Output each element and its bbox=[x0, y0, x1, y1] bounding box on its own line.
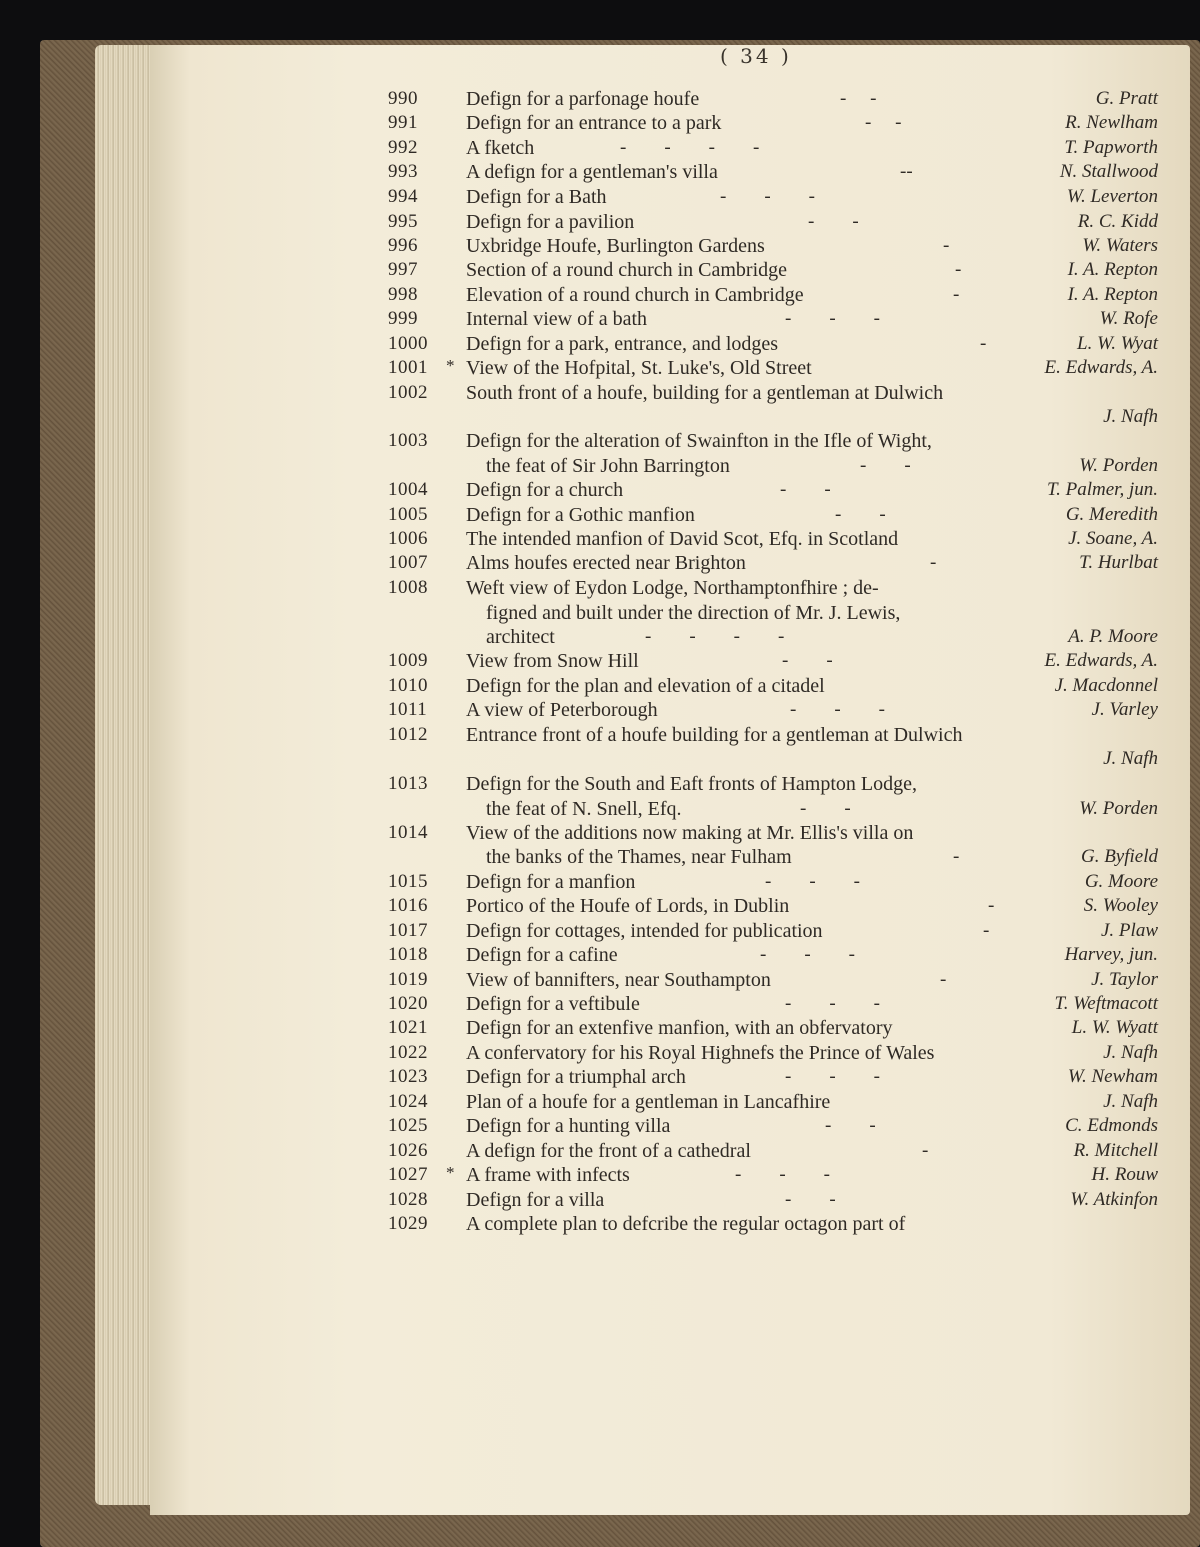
catalogue-entry bbox=[0, 453, 1200, 479]
catalogue-entry bbox=[0, 1040, 1200, 1066]
entry-leader-dashes: - - bbox=[825, 1115, 876, 1136]
catalogue-entry bbox=[0, 526, 1200, 552]
entry-artist: N. Stallwood bbox=[1059, 161, 1158, 182]
entry-title: Defign for the South and Eaft fronts of Hampton Lodge, bbox=[466, 773, 918, 795]
entry-leader-dashes: - - bbox=[840, 88, 877, 109]
catalogue-entry bbox=[0, 869, 1200, 895]
entry-title: A defign for a gentleman's villa bbox=[466, 161, 718, 183]
entry-title: A complete plan to defcribe the regular octagon part of bbox=[466, 1213, 906, 1235]
entry-number: 1015 bbox=[388, 871, 428, 892]
entry-number: 1004 bbox=[388, 479, 428, 500]
entry-number: 1008 bbox=[388, 577, 428, 598]
entry-leader-dashes: - - - bbox=[735, 1164, 830, 1185]
entry-title: Defign for an extenfive manfion, with an obfervatory bbox=[466, 1017, 893, 1039]
entry-artist: R. Newlham bbox=[1065, 112, 1158, 133]
entry-artist: A. P. Moore bbox=[1068, 626, 1158, 647]
catalogue-entry bbox=[0, 306, 1200, 332]
entry-number: 1009 bbox=[388, 650, 428, 671]
entry-leader-dashes: - bbox=[940, 969, 947, 990]
catalogue-entry bbox=[0, 746, 1200, 772]
entry-title: View of the Hofpital, St. Luke's, Old Street bbox=[466, 357, 812, 379]
entry-title: Defign for a parfonage houfe bbox=[466, 88, 700, 110]
catalogue-entry bbox=[0, 428, 1200, 454]
entry-title: A frame with infects bbox=[466, 1164, 630, 1186]
entry-artist: R. Mitchell bbox=[1073, 1140, 1158, 1161]
entry-leader-dashes: - - - bbox=[790, 699, 885, 720]
entry-title: Elevation of a round church in Cambridge bbox=[466, 284, 804, 306]
entry-leader-dashes: - - - bbox=[720, 186, 815, 207]
catalogue-entry bbox=[0, 404, 1200, 430]
entry-artist: W. Rofe bbox=[1099, 308, 1158, 329]
entry-number: 1000 bbox=[388, 333, 428, 354]
entry-title: The intended manfion of David Scot, Efq. in Scotland bbox=[466, 528, 899, 550]
entry-title: A view of Peterborough bbox=[466, 699, 658, 721]
entry-number: 1019 bbox=[388, 969, 428, 990]
entry-title: Defign for a manfion bbox=[466, 871, 636, 893]
entry-artist: Harvey, jun. bbox=[1064, 944, 1158, 965]
catalogue-entry bbox=[0, 477, 1200, 503]
entry-artist: G. Moore bbox=[1084, 871, 1158, 892]
entry-leader-dashes: - - bbox=[800, 798, 851, 819]
entry-number: 996 bbox=[388, 235, 418, 256]
entry-artist: W. Leverton bbox=[1066, 186, 1158, 207]
catalogue-entry bbox=[0, 1162, 1200, 1188]
entry-title: Defign for a hunting villa bbox=[466, 1115, 671, 1137]
entry-artist: G. Byfield bbox=[1080, 846, 1158, 867]
entry-leader-dashes: - - - bbox=[760, 944, 855, 965]
entry-title: South front of a houfe, building for a gentleman at Dulwich bbox=[466, 382, 944, 404]
entry-artist: J. Nafh bbox=[1103, 1091, 1158, 1112]
entry-title: Defign for an entrance to a park bbox=[466, 112, 722, 134]
entry-leader-dashes: - - - bbox=[765, 871, 860, 892]
entry-artist: J. Plaw bbox=[1101, 920, 1158, 941]
entry-artist: J. Nafh bbox=[1103, 406, 1158, 427]
entry-number: 1029 bbox=[388, 1213, 428, 1234]
entry-title: the feat of Sir John Barrington bbox=[486, 455, 730, 477]
catalogue-entry bbox=[0, 771, 1200, 797]
catalogue-entry bbox=[0, 893, 1200, 919]
entry-artist: T. Palmer, jun. bbox=[1046, 479, 1158, 500]
entry-artist: L. W. Wyatt bbox=[1071, 1017, 1158, 1038]
entry-leader-dashes: - bbox=[953, 284, 960, 305]
entry-leader-dashes: - - - - bbox=[645, 626, 785, 647]
catalogue-entry bbox=[0, 1113, 1200, 1139]
entry-artist: W. Newham bbox=[1067, 1066, 1158, 1087]
entry-number: 1010 bbox=[388, 675, 428, 696]
entry-title: the banks of the Thames, near Fulham bbox=[486, 846, 792, 868]
entry-leader-dashes: - - bbox=[785, 1189, 836, 1210]
entry-number: 1017 bbox=[388, 920, 428, 941]
catalogue-entry bbox=[0, 1138, 1200, 1164]
entry-title: Defign for the plan and elevation of a citadel bbox=[466, 675, 825, 697]
entry-artist: E. Edwards, A. bbox=[1044, 357, 1158, 378]
catalogue-entry bbox=[0, 110, 1200, 136]
catalogue-entry bbox=[0, 796, 1200, 822]
entry-number: 1018 bbox=[388, 944, 428, 965]
entry-artist: W. Porden bbox=[1079, 798, 1158, 819]
entry-leader-dashes: - - bbox=[782, 650, 833, 671]
catalogue-entry bbox=[0, 1211, 1200, 1237]
catalogue-entry bbox=[0, 86, 1200, 112]
entry-number: 1013 bbox=[388, 773, 428, 794]
entry-leader-dashes: - - bbox=[780, 479, 831, 500]
catalogue-entry bbox=[0, 550, 1200, 576]
entry-leader-dashes: - bbox=[930, 552, 937, 573]
entry-number: 991 bbox=[388, 112, 418, 133]
entry-number: 1006 bbox=[388, 528, 428, 549]
entry-title: Alms houfes erected near Brighton bbox=[466, 552, 746, 574]
entry-title: A defign for the front of a cathedral bbox=[466, 1140, 751, 1162]
entry-leader-dashes: - bbox=[922, 1140, 929, 1161]
entry-title: A confervatory for his Royal Highnefs the Prince of Wales bbox=[466, 1042, 935, 1064]
entry-title: figned and built under the direction of Mr. J. Lewis, bbox=[486, 602, 901, 624]
entry-title: Defign for the alteration of Swainfton in the Ifle of Wight, bbox=[466, 430, 932, 452]
entry-number: 1007 bbox=[388, 552, 428, 573]
catalogue-entry bbox=[0, 1015, 1200, 1041]
entry-artist: W. Porden bbox=[1079, 455, 1158, 476]
entry-artist: H. Rouw bbox=[1091, 1164, 1158, 1185]
entry-asterisk: * bbox=[446, 1163, 455, 1182]
page-number-header: ( 34 ) bbox=[720, 44, 792, 68]
entry-number: 1012 bbox=[388, 724, 428, 745]
catalogue-entry bbox=[0, 135, 1200, 161]
catalogue-entry bbox=[0, 282, 1200, 308]
entry-leader-dashes: - bbox=[988, 895, 995, 916]
entry-artist: G. Pratt bbox=[1095, 88, 1158, 109]
entry-asterisk: * bbox=[446, 356, 455, 375]
entry-number: 1001 bbox=[388, 357, 428, 378]
catalogue-entry bbox=[0, 722, 1200, 748]
entry-artist: C. Edmonds bbox=[1065, 1115, 1158, 1136]
entry-title: Entrance front of a houfe building for a gentleman at Dulwich bbox=[466, 724, 963, 746]
entry-title: architect bbox=[486, 626, 555, 648]
catalogue-entry bbox=[0, 942, 1200, 968]
entry-number: 1025 bbox=[388, 1115, 428, 1136]
entry-artist: J. Nafh bbox=[1103, 1042, 1158, 1063]
catalogue-entry bbox=[0, 697, 1200, 723]
catalogue-entry bbox=[0, 159, 1200, 185]
catalogue-entry bbox=[0, 624, 1200, 650]
entry-title: A fketch bbox=[466, 137, 535, 159]
entry-title: Defign for cottages, intended for publication bbox=[466, 920, 823, 942]
entry-title: Plan of a houfe for a gentleman in Lancafhire bbox=[466, 1091, 831, 1113]
catalogue-entry bbox=[0, 600, 1200, 626]
catalogue-entry bbox=[0, 648, 1200, 674]
entry-title: Weft view of Eydon Lodge, Northamptonfhire ; de- bbox=[466, 577, 879, 599]
entry-artist: J. Soane, A. bbox=[1068, 528, 1158, 549]
entry-artist: R. C. Kidd bbox=[1077, 211, 1158, 232]
entry-number: 999 bbox=[388, 308, 418, 329]
entry-artist: J. Taylor bbox=[1091, 969, 1158, 990]
entry-number: 1016 bbox=[388, 895, 428, 916]
entry-artist: T. Papworth bbox=[1064, 137, 1158, 158]
catalogue-entry bbox=[0, 331, 1200, 357]
entry-number: 1024 bbox=[388, 1091, 428, 1112]
catalogue-entry bbox=[0, 1064, 1200, 1090]
entry-leader-dashes: - - - - bbox=[620, 137, 760, 158]
entry-number: 1022 bbox=[388, 1042, 428, 1063]
entry-leader-dashes: - - bbox=[808, 211, 859, 232]
entry-leader-dashes: - bbox=[980, 333, 987, 354]
catalogue-entry bbox=[0, 380, 1200, 406]
entry-title: View of bannifters, near Southampton bbox=[466, 969, 771, 991]
entry-title: Defign for a triumphal arch bbox=[466, 1066, 686, 1088]
entry-leader-dashes: - bbox=[983, 920, 990, 941]
entry-title: Defign for a park, entrance, and lodges bbox=[466, 333, 779, 355]
entry-title: Defign for a cafine bbox=[466, 944, 618, 966]
catalogue-entry bbox=[0, 967, 1200, 993]
entry-number: 1021 bbox=[388, 1017, 428, 1038]
entry-number: 992 bbox=[388, 137, 418, 158]
entry-title: Defign for a villa bbox=[466, 1189, 605, 1211]
entry-leader-dashes: - - bbox=[865, 112, 902, 133]
entry-title: View of the additions now making at Mr. Ellis's villa on bbox=[466, 822, 914, 844]
entry-number: 997 bbox=[388, 259, 418, 280]
catalogue-entry bbox=[0, 209, 1200, 235]
entry-artist: J. Nafh bbox=[1103, 748, 1158, 769]
catalogue-entry bbox=[0, 844, 1200, 870]
entry-number: 1002 bbox=[388, 382, 428, 403]
entry-artist: I. A. Repton bbox=[1067, 259, 1158, 280]
entry-number: 1028 bbox=[388, 1189, 428, 1210]
entry-leader-dashes: - bbox=[953, 846, 960, 867]
entry-number: 990 bbox=[388, 88, 418, 109]
entry-number: 994 bbox=[388, 186, 418, 207]
entry-number: 1003 bbox=[388, 430, 428, 451]
entry-artist: S. Wooley bbox=[1083, 895, 1158, 916]
entry-artist: I. A. Repton bbox=[1067, 284, 1158, 305]
catalogue-entry bbox=[0, 575, 1200, 601]
entry-title: Internal view of a bath bbox=[466, 308, 648, 330]
entry-title: the feat of N. Snell, Efq. bbox=[486, 798, 682, 820]
entry-artist: G. Meredith bbox=[1065, 504, 1158, 525]
entry-artist: T. Weftmacott bbox=[1054, 993, 1158, 1014]
entry-number: 1011 bbox=[388, 699, 428, 720]
catalogue-entry bbox=[0, 673, 1200, 699]
entry-leader-dashes: - - bbox=[860, 455, 911, 476]
catalogue-entry bbox=[0, 820, 1200, 846]
entry-title: Defign for a church bbox=[466, 479, 624, 501]
catalogue-entry bbox=[0, 502, 1200, 528]
catalogue-entry bbox=[0, 991, 1200, 1017]
entry-title: Defign for a pavilion bbox=[466, 211, 635, 233]
entry-artist: W. Atkinfon bbox=[1070, 1189, 1158, 1210]
catalogue-entry bbox=[0, 355, 1200, 381]
entry-title: View from Snow Hill bbox=[466, 650, 639, 672]
entry-artist: J. Varley bbox=[1091, 699, 1158, 720]
entry-title: Portico of the Houfe of Lords, in Dublin bbox=[466, 895, 790, 917]
entry-leader-dashes: - - - bbox=[785, 308, 880, 329]
entry-number: 1014 bbox=[388, 822, 428, 843]
entry-title: Uxbridge Houfe, Burlington Gardens bbox=[466, 235, 765, 257]
entry-artist: L. W. Wyat bbox=[1077, 333, 1158, 354]
entry-number: 1026 bbox=[388, 1140, 428, 1161]
entry-number: 1020 bbox=[388, 993, 428, 1014]
entry-number: 1027 bbox=[388, 1164, 428, 1185]
catalogue-entry bbox=[0, 184, 1200, 210]
entry-artist: W. Waters bbox=[1082, 235, 1158, 256]
catalogue-entry bbox=[0, 1187, 1200, 1213]
entry-leader-dashes: - - bbox=[835, 504, 886, 525]
entry-artist: E. Edwards, A. bbox=[1044, 650, 1158, 671]
entry-artist: J. Macdonnel bbox=[1054, 675, 1158, 696]
entry-artist: T. Hurlbat bbox=[1079, 552, 1158, 573]
entry-leader-dashes: -- bbox=[900, 161, 913, 182]
catalogue-entry bbox=[0, 233, 1200, 259]
entry-leader-dashes: - bbox=[955, 259, 962, 280]
entry-title: Defign for a veftibule bbox=[466, 993, 640, 1015]
entry-title: Defign for a Gothic manfion bbox=[466, 504, 695, 526]
entry-leader-dashes: - bbox=[943, 235, 950, 256]
entry-leader-dashes: - - - bbox=[785, 993, 880, 1014]
entry-title: Section of a round church in Cambridge bbox=[466, 259, 788, 281]
entry-title: Defign for a Bath bbox=[466, 186, 607, 208]
catalogue-entry bbox=[0, 1089, 1200, 1115]
entry-number: 993 bbox=[388, 161, 418, 182]
catalogue-entry bbox=[0, 257, 1200, 283]
catalogue-entry bbox=[0, 918, 1200, 944]
entry-leader-dashes: - - - bbox=[785, 1066, 880, 1087]
entry-number: 1023 bbox=[388, 1066, 428, 1087]
entry-number: 998 bbox=[388, 284, 418, 305]
entry-number: 995 bbox=[388, 211, 418, 232]
entry-number: 1005 bbox=[388, 504, 428, 525]
